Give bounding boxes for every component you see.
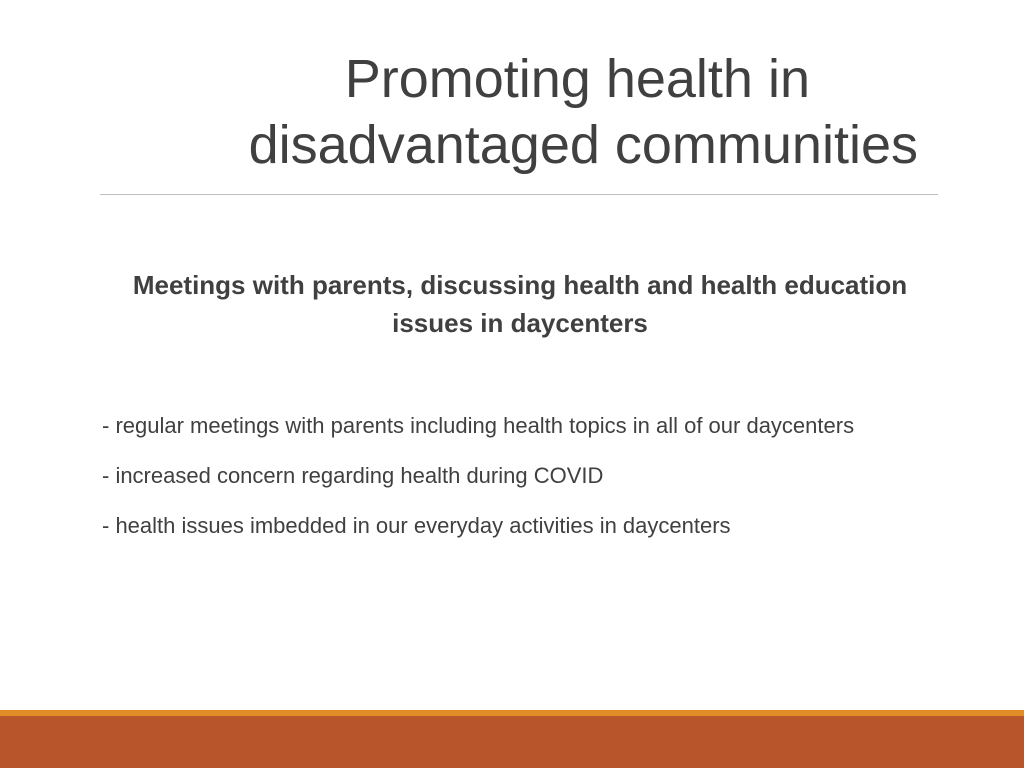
slide-title-line-1: Promoting health in [344,49,810,109]
slide-title-line-2: disadvantaged communities [248,115,918,175]
footer-band [0,716,1024,768]
bullet-item: - health issues imbedded in our everyday activities in daycenters [102,513,731,538]
slide-subheading: Meetings with parents, discussing health and health education issues in daycenters [132,270,908,338]
slide-title [100,46,940,178]
bullet-item: - regular meetings with parents including health topics in all of our daycenters [102,413,855,438]
bullet-item: - increased concern regarding health during COVID [102,463,604,488]
title-divider [100,194,938,195]
bullet-list [102,410,902,560]
